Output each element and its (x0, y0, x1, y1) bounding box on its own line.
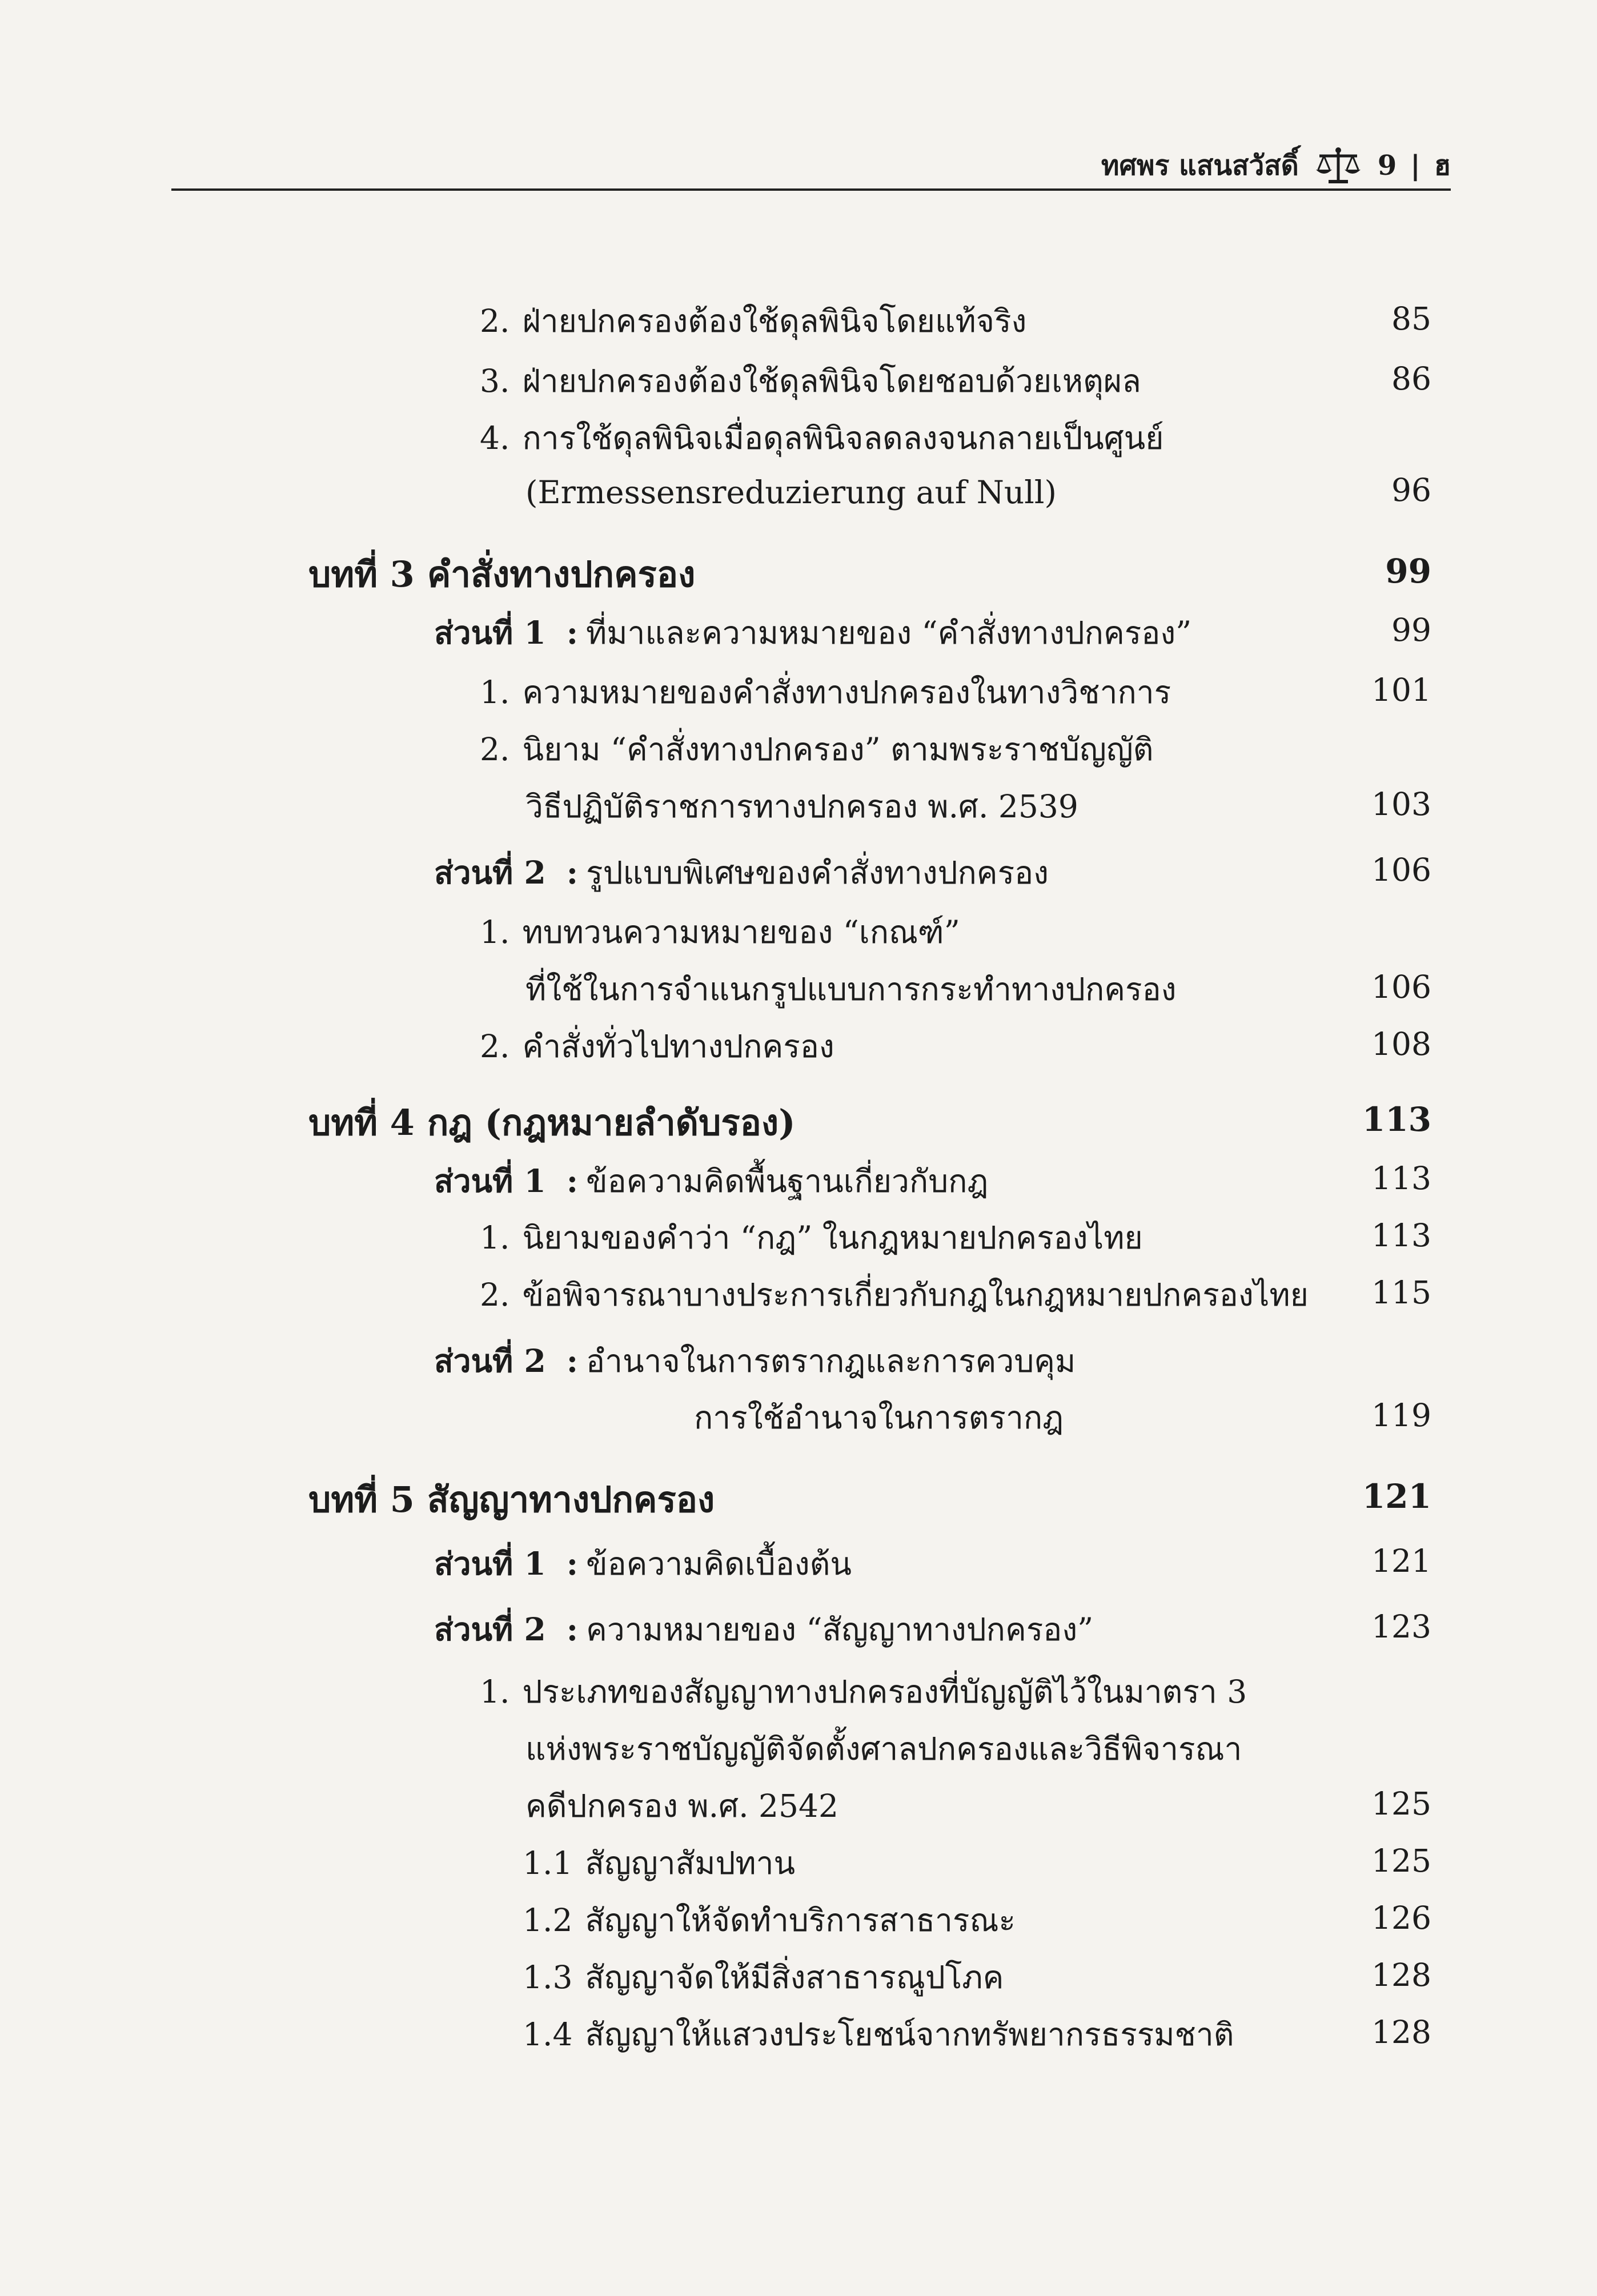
toc-entry-title: การใช้อำนาจในการตรากฎ (694, 1399, 1064, 1436)
toc-entry (480, 1028, 834, 1065)
toc-page-number: 86 (1391, 360, 1431, 397)
toc-page-number: 106 (1371, 969, 1431, 1005)
toc-entry (525, 1788, 839, 1824)
toc-entry-number: ส่วนที่ 2 (434, 854, 546, 891)
toc-colon: : (566, 1611, 579, 1648)
toc-page-number: 123 (1371, 1608, 1431, 1645)
toc-page-number: 115 (1371, 1274, 1431, 1311)
toc-entry (523, 1902, 1016, 1938)
toc-part (434, 1162, 989, 1199)
toc-entry-title: รูปแบบพิเศษของคำสั่งทางปกครอง (586, 854, 1049, 891)
toc-chapter (308, 553, 696, 595)
toc-page-number: 121 (1362, 1477, 1431, 1516)
toc-entry (480, 1673, 1247, 1710)
toc-entry (525, 474, 1057, 511)
toc-entry-number: ส่วนที่ 1 (434, 1545, 546, 1582)
toc-entry-title: ประเภทของสัญญาทางปกครองที่บัญญัติไว้ในมาตรา 3 (522, 1673, 1247, 1710)
toc-page-number: 108 (1371, 1026, 1431, 1062)
toc-entry-title: คดีปกครอง พ.ศ. 2542 (525, 1788, 839, 1824)
toc-page-number: 96 (1391, 472, 1431, 508)
toc-colon: : (566, 854, 579, 891)
toc-entry-title: ข้อความคิดพื้นฐานเกี่ยวกับกฎ (586, 1163, 989, 1199)
toc-entry (523, 1959, 1004, 1996)
toc-entry-number: 1. (480, 1673, 510, 1710)
toc-entry-number: 1.4 (523, 2016, 573, 2053)
toc-entry (480, 363, 1141, 399)
toc-page-number: 113 (1362, 1100, 1431, 1139)
toc-entry-number: 2. (480, 303, 510, 339)
toc-entry-number: 1.1 (523, 1845, 573, 1881)
toc-entry-title: การใช้ดุลพินิจเมื่อดุลพินิจลดลงจนกลายเป็นศูนย์ (522, 420, 1164, 456)
toc-entry-title: สัญญาให้จัดทำบริการสาธารณะ (585, 1902, 1016, 1938)
toc-part (434, 1611, 1094, 1648)
toc-entry-title: ฝ่ายปกครองต้องใช้ดุลพินิจโดยแท้จริง (522, 303, 1027, 339)
toc-entry-title: ทบทวนความหมายของ “เกณฑ์” (522, 914, 960, 950)
toc-entry (480, 914, 960, 950)
header-author: ทศพร แสนสวัสดิ์ (1101, 150, 1299, 182)
toc-chapter (308, 1479, 715, 1520)
toc-entry-number: 3. (480, 363, 510, 399)
toc-entry-number: บทที่ 4 (308, 1102, 415, 1143)
toc-page-number: 119 (1371, 1397, 1431, 1434)
toc-page-number: 85 (1391, 300, 1431, 337)
toc-colon: : (566, 1342, 579, 1379)
toc-entry-title: สัญญาให้แสวงประโยชน์จากทรัพยากรธรรมชาติ (585, 2016, 1234, 2053)
toc-entry-title: ข้อพิจารณาบางประการเกี่ยวกับกฎในกฎหมายปกครองไทย (522, 1277, 1309, 1313)
toc-entry-number: 1.3 (523, 1959, 573, 1996)
toc-entry (523, 2016, 1234, 2053)
toc-entry-number: 4. (480, 420, 510, 456)
toc-entry-number: 2. (480, 1277, 510, 1313)
toc-page-number: 125 (1371, 1785, 1431, 1822)
toc-colon: : (566, 614, 579, 651)
toc-part (434, 1545, 852, 1582)
toc-entry-number: ส่วนที่ 1 (434, 614, 546, 651)
toc-entry-title: คำสั่งทางปกครอง (427, 553, 696, 595)
toc-entry-number: 1. (480, 914, 510, 950)
toc-part (434, 614, 1192, 651)
toc-page-number: 128 (1371, 1957, 1431, 1993)
toc-entry-number: 1. (480, 674, 510, 711)
toc-entry-title: นิยามของคำว่า “กฎ” ในกฎหมายปกครองไทย (522, 1219, 1143, 1256)
toc-page-number: 103 (1371, 786, 1431, 822)
toc-entry-title: คำสั่งทั่วไปทางปกครอง (522, 1028, 834, 1065)
toc-entry (480, 731, 1154, 768)
header-divider: | (1410, 150, 1421, 182)
toc-entry (525, 1733, 1242, 1765)
toc-page-number: 101 (1371, 672, 1431, 708)
toc-entry (525, 971, 1177, 1007)
toc-entry-number: บทที่ 5 (308, 1479, 415, 1520)
toc-entry (480, 674, 1171, 711)
toc-part (434, 1342, 1076, 1379)
toc-entry-title: ฝ่ายปกครองต้องใช้ดุลพินิจโดยชอบด้วยเหตุผล (522, 363, 1141, 399)
toc-entry (480, 1219, 1143, 1256)
toc-entry (523, 1845, 796, 1881)
toc-entry-title: ที่มาและความหมายของ “คำสั่งทางปกครอง” (586, 615, 1192, 651)
toc-entry-number: ส่วนที่ 1 (434, 1162, 546, 1199)
toc-chapter (308, 1102, 796, 1143)
toc-colon: : (566, 1545, 579, 1582)
toc-entry (480, 420, 1164, 456)
toc-entry-title: สัญญาทางปกครอง (427, 1479, 715, 1520)
toc-entry (525, 788, 1078, 825)
toc-page-number: 99 (1391, 612, 1431, 648)
header-page-number-thai: ฮ (1434, 150, 1451, 182)
toc-entry-number: 2. (480, 1028, 510, 1065)
toc-page-number: 113 (1371, 1217, 1431, 1254)
toc-page-number: 106 (1371, 852, 1431, 888)
toc-entry-title: กฎ (กฎหมายลำดับรอง) (427, 1102, 796, 1143)
toc-entry-title: ข้อความคิดเบื้องต้น (586, 1546, 852, 1582)
toc-colon: : (566, 1162, 579, 1199)
toc-entry (694, 1399, 1064, 1436)
toc-part (434, 854, 1049, 891)
toc-page-number: 121 (1371, 1543, 1431, 1579)
toc-entry-number: ส่วนที่ 2 (434, 1342, 546, 1379)
toc-entry-title: วิธีปฏิบัติราชการทางปกครอง พ.ศ. 2539 (525, 788, 1078, 825)
toc-entry-title: นิยาม “คำสั่งทางปกครอง” ตามพระราชบัญญัติ (522, 731, 1154, 768)
toc-page-number: 128 (1371, 2014, 1431, 2050)
toc-entry-number: 2. (480, 731, 510, 768)
toc-page-number: 99 (1385, 552, 1431, 591)
toc-entry-title: สัญญาจัดให้มีสิ่งสาธารณูปโภค (585, 1959, 1004, 1996)
toc-entry-number: บทที่ 3 (308, 553, 415, 595)
toc-page-number: 113 (1371, 1160, 1431, 1197)
toc-entry-title: (Ermessensreduzierung auf Null) (525, 474, 1057, 511)
toc-entry-title: ความหมายของคำสั่งทางปกครองในทางวิชาการ (522, 674, 1171, 711)
toc-entry-title: อำนาจในการตรากฎและการควบคุม (586, 1343, 1076, 1379)
header-page-number: 9 (1377, 150, 1397, 182)
toc-entry-title: ที่ใช้ในการจำแนกรูปแบบการกระทำทางปกครอง (525, 971, 1177, 1007)
toc-page-number: 125 (1371, 1843, 1431, 1879)
toc-entry-title: ความหมายของ “สัญญาทางปกครอง” (586, 1611, 1094, 1648)
toc-entry (480, 303, 1027, 339)
toc-page-number: 126 (1371, 1900, 1431, 1936)
toc-entry-number: 1. (480, 1219, 510, 1256)
toc-entry (480, 1279, 1309, 1311)
toc-entry-number: 1.2 (523, 1902, 573, 1938)
toc-entry-number: ส่วนที่ 2 (434, 1611, 546, 1648)
toc-entry-title: สัญญาสัมปทาน (585, 1845, 796, 1881)
toc-entry-title: แห่งพระราชบัญญัติจัดตั้งศาลปกครองและวิธีพิจารณา (525, 1731, 1242, 1767)
